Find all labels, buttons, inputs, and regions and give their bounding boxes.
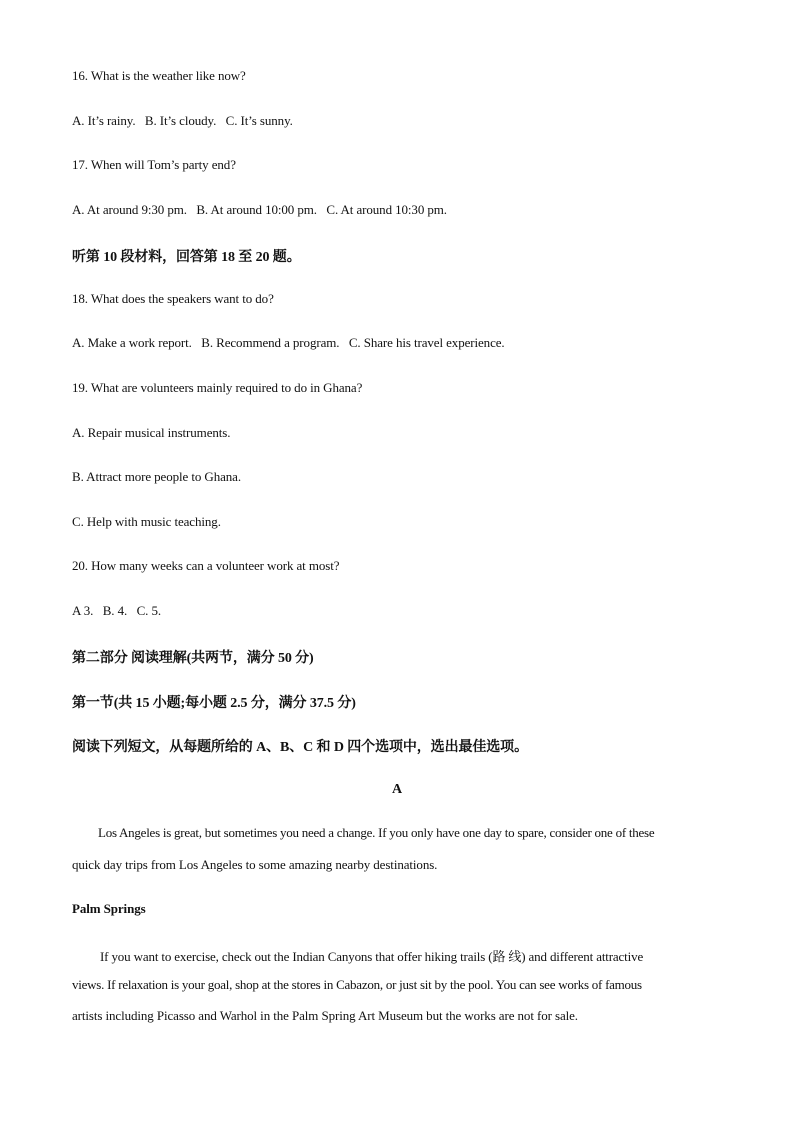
intro-line-2: quick day trips from Los Angeles to some amazing nearby destinations. — [72, 857, 438, 872]
question-17-text: 17. When will Tom’s party end? — [72, 157, 236, 172]
palm-springs-heading: Palm Springs — [72, 901, 146, 916]
question-19-option-c: C. Help with music teaching. — [72, 514, 221, 529]
question-19-text: 19. What are volunteers mainly required to do in Ghana? — [72, 380, 363, 395]
palm-line-2: views. If relaxation is your goal, shop at the stores in Cabazon, or just sit by the pool. You can see works of famous — [72, 977, 642, 992]
section-10-heading: 听第 10 段材料，回答第 18 至 20 题。 — [72, 250, 301, 265]
question-16-options: A. It’s rainy. B. It’s cloudy. C. It’s sunny. — [72, 113, 293, 128]
question-18-options: A. Make a work report. B. Recommend a program. C. Share his travel experience. — [72, 335, 505, 350]
reading-instructions: 阅读下列短文，从每题所给的 A、B、C 和 D 四个选项中，选出最佳选项。 — [72, 740, 528, 755]
passage-label: A — [391, 782, 402, 797]
question-17-options: A. At around 9:30 pm. B. At around 10:00 pm. C. At around 10:30 pm. — [72, 202, 447, 217]
section-1-heading: 第一节(共 15 小题;每小题 2.5 分，满分 37.5 分) — [72, 696, 356, 711]
palm-line-1: If you want to exercise, check out the Indian Canyons that offer hiking trails (路 线) and different attractive — [100, 949, 644, 964]
question-19-option-b: B. Attract more people to Ghana. — [72, 469, 241, 484]
palm-line-3: artists including Picasso and Warhol in the Palm Spring Art Museum but the works are not for sale. — [72, 1008, 578, 1023]
question-19-option-a: A. Repair musical instruments. — [72, 425, 231, 440]
question-16-text: 16. What is the weather like now? — [72, 68, 246, 83]
question-20-text: 20. How many weeks can a volunteer work at most? — [72, 558, 340, 573]
intro-line-1: Los Angeles is great, but sometimes you need a change. If you only have one day to spare, consider one of these — [98, 825, 655, 840]
question-20-options: A 3. B. 4. C. 5. — [72, 603, 162, 618]
question-18-text: 18. What does the speakers want to do? — [72, 291, 274, 306]
part-2-heading: 第二部分 阅读理解(共两节，满分 50 分) — [72, 651, 314, 666]
